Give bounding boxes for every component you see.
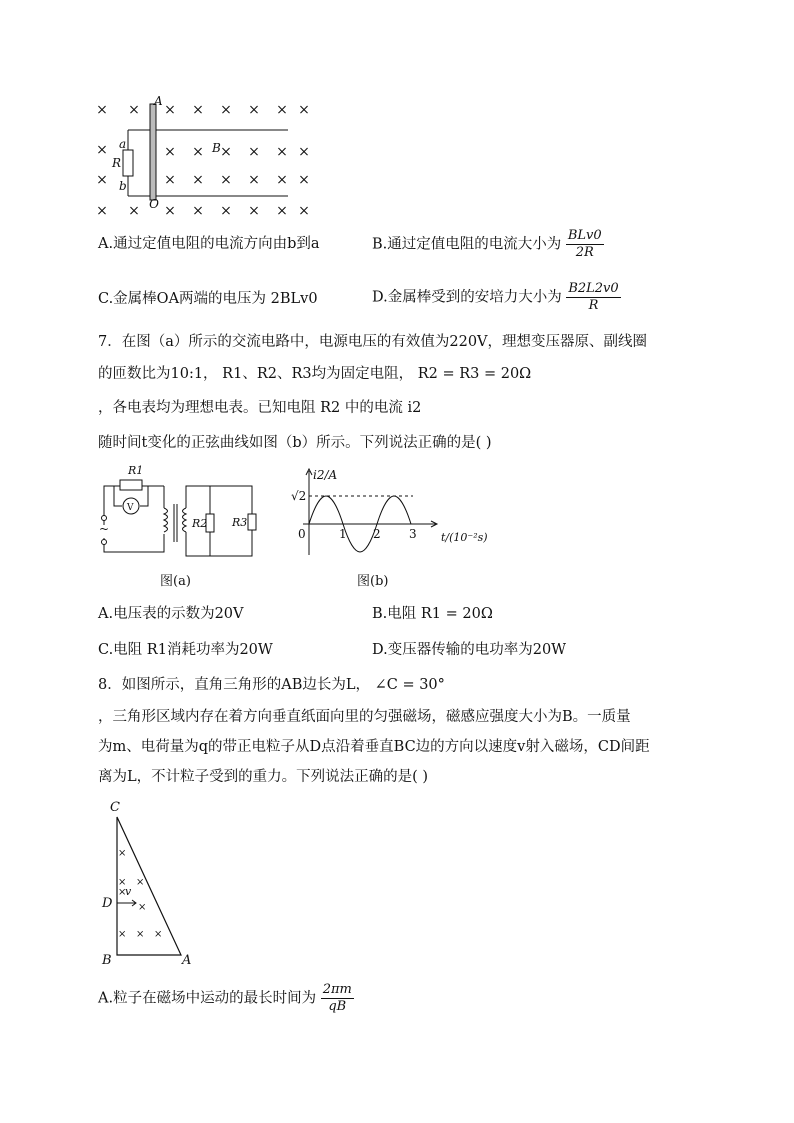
resistor-R bbox=[123, 150, 133, 176]
cross: × bbox=[164, 172, 176, 188]
x-axis-label: t/(10⁻²s) bbox=[441, 531, 488, 544]
q6-option-c[interactable]: C.金属棒OA两端的电压为 2BLv0 bbox=[98, 291, 318, 307]
q6-option-d-text: D.金属棒受到的安培力大小为 bbox=[372, 289, 562, 306]
cross: × bbox=[248, 102, 260, 118]
label-a: a bbox=[119, 137, 127, 151]
cross: × bbox=[276, 102, 288, 118]
svg-text:×: × bbox=[118, 887, 127, 898]
cross: × bbox=[248, 172, 260, 188]
fraction-denominator: R bbox=[588, 298, 599, 313]
q7-stem-line2: 的匝数比为10:1， R1、R2、R3均为固定电阻， R2 = R3 = 20Ω bbox=[98, 366, 532, 382]
label-C: C bbox=[110, 800, 120, 815]
cross: × bbox=[192, 102, 204, 118]
q8-option-a[interactable] bbox=[98, 982, 354, 1015]
q6-option-a[interactable]: A.通过定值电阻的电流方向由b到a bbox=[98, 236, 320, 252]
cross: × bbox=[248, 203, 260, 219]
q6-option-b[interactable] bbox=[372, 228, 604, 261]
cross: × bbox=[298, 172, 310, 188]
tick-1: 1 bbox=[339, 527, 347, 541]
cross: × bbox=[192, 172, 204, 188]
origin-label: 0 bbox=[298, 527, 306, 541]
cross: × bbox=[128, 203, 140, 219]
cross: × bbox=[298, 144, 310, 160]
rail-magnetic-field-figure bbox=[90, 92, 320, 222]
cross: × bbox=[276, 144, 288, 160]
resistor-R3 bbox=[248, 514, 256, 530]
cross: × bbox=[164, 102, 176, 118]
cross: × bbox=[298, 203, 310, 219]
fraction-numerator: B2L2v0 bbox=[568, 281, 619, 296]
fraction-denominator: qB bbox=[328, 999, 347, 1014]
q6-option-b-text: B.通过定值电阻的电流大小为 bbox=[372, 236, 562, 253]
q8-option-a-text: A.粒子在磁场中运动的最长时间为 bbox=[98, 990, 317, 1007]
q8-stem-line4: 离为L，不计粒子受到的重力。下列说法正确的是( ) bbox=[98, 769, 429, 785]
resistor-R1 bbox=[120, 480, 142, 490]
svg-text:×: × bbox=[136, 877, 145, 888]
q6-option-d[interactable] bbox=[372, 281, 621, 314]
triangle-field-figure bbox=[98, 795, 208, 970]
svg-text:×: × bbox=[154, 929, 163, 940]
q7-stem-line4: 随时间t变化的正弦曲线如图（b）所示。下列说法正确的是( ) bbox=[98, 435, 492, 451]
label-source: ~ bbox=[99, 522, 110, 536]
tick-2: 2 bbox=[373, 527, 381, 541]
svg-text:×: × bbox=[136, 929, 145, 940]
fraction-numerator: BLv0 bbox=[567, 228, 602, 243]
y-max-label: √2 bbox=[291, 489, 307, 503]
label-b: b bbox=[119, 179, 127, 193]
label-R2: R2 bbox=[192, 517, 208, 530]
q8-stem-line2: ，三角形区域内存在着方向垂直纸面向里的匀强磁场，磁感应强度大小为B。一质量 bbox=[98, 709, 631, 725]
q6-option-d-fraction bbox=[566, 281, 620, 314]
cross: × bbox=[220, 172, 232, 188]
label-v: v bbox=[125, 885, 132, 898]
cross: × bbox=[220, 144, 232, 160]
cross: × bbox=[164, 203, 176, 219]
label-O: O bbox=[149, 197, 159, 211]
y-axis-label: i2/A bbox=[313, 468, 338, 482]
cross: × bbox=[96, 172, 108, 188]
q7-option-a[interactable]: A.电压表的示数为20V bbox=[98, 606, 244, 622]
cross: × bbox=[192, 144, 204, 160]
label-R1: R1 bbox=[128, 464, 144, 477]
cross: × bbox=[276, 172, 288, 188]
figure-a-caption: 图(a) bbox=[160, 574, 191, 589]
cross: × bbox=[248, 144, 260, 160]
cross: × bbox=[128, 102, 140, 118]
svg-text:×: × bbox=[138, 902, 147, 913]
q8-option-a-fraction bbox=[321, 982, 354, 1015]
q7-stem-line3: ，各电表均为理想电表。已知电阻 R2 中的电流 i2 bbox=[98, 400, 422, 416]
transformer-circuit-figure bbox=[92, 460, 272, 590]
label-B: B bbox=[212, 141, 221, 155]
q7-stem-line1: 7．在图（a）所示的交流电路中，电源电压的有效值为220V，理想变压器原、副线圈 bbox=[98, 334, 648, 350]
svg-text:×: × bbox=[118, 877, 127, 888]
q7-option-c[interactable]: C.电阻 R1消耗功率为20W bbox=[98, 642, 273, 658]
figure-b-caption: 图(b) bbox=[357, 574, 389, 589]
cross: × bbox=[220, 102, 232, 118]
metal-rod-OA bbox=[150, 104, 156, 200]
label-R3: R3 bbox=[232, 516, 248, 529]
q8-stem-line3: 为m、电荷量为q的带正电粒子从D点沿着垂直BC边的方向以速度v射入磁场，CD间距 bbox=[98, 739, 650, 755]
label-A: A bbox=[182, 953, 192, 968]
label-A: A bbox=[154, 94, 163, 108]
label-B: B bbox=[102, 953, 112, 968]
cross: × bbox=[298, 102, 310, 118]
q6-option-b-fraction bbox=[566, 228, 604, 261]
q8-stem-line1: 8．如图所示，直角三角形的AB边长为L， ∠C = 30° bbox=[98, 677, 445, 693]
cross: × bbox=[164, 144, 176, 160]
fraction-numerator: 2πm bbox=[322, 982, 352, 997]
label-R: R bbox=[112, 156, 122, 170]
cross: × bbox=[96, 102, 108, 118]
label-V: V bbox=[127, 503, 134, 513]
cross: × bbox=[192, 203, 204, 219]
tick-3: 3 bbox=[409, 527, 417, 541]
label-D: D bbox=[102, 896, 113, 911]
current-sine-graph bbox=[285, 465, 495, 560]
q7-option-b[interactable]: B.电阻 R1 = 20Ω bbox=[372, 606, 493, 622]
svg-text:×: × bbox=[118, 848, 127, 859]
cross: × bbox=[96, 142, 108, 158]
fraction-denominator: 2R bbox=[575, 245, 594, 260]
q7-option-d[interactable]: D.变压器传输的电功率为20W bbox=[372, 642, 567, 658]
svg-text:×: × bbox=[118, 929, 127, 940]
cross: × bbox=[96, 203, 108, 219]
cross: × bbox=[220, 203, 232, 219]
cross: × bbox=[276, 203, 288, 219]
